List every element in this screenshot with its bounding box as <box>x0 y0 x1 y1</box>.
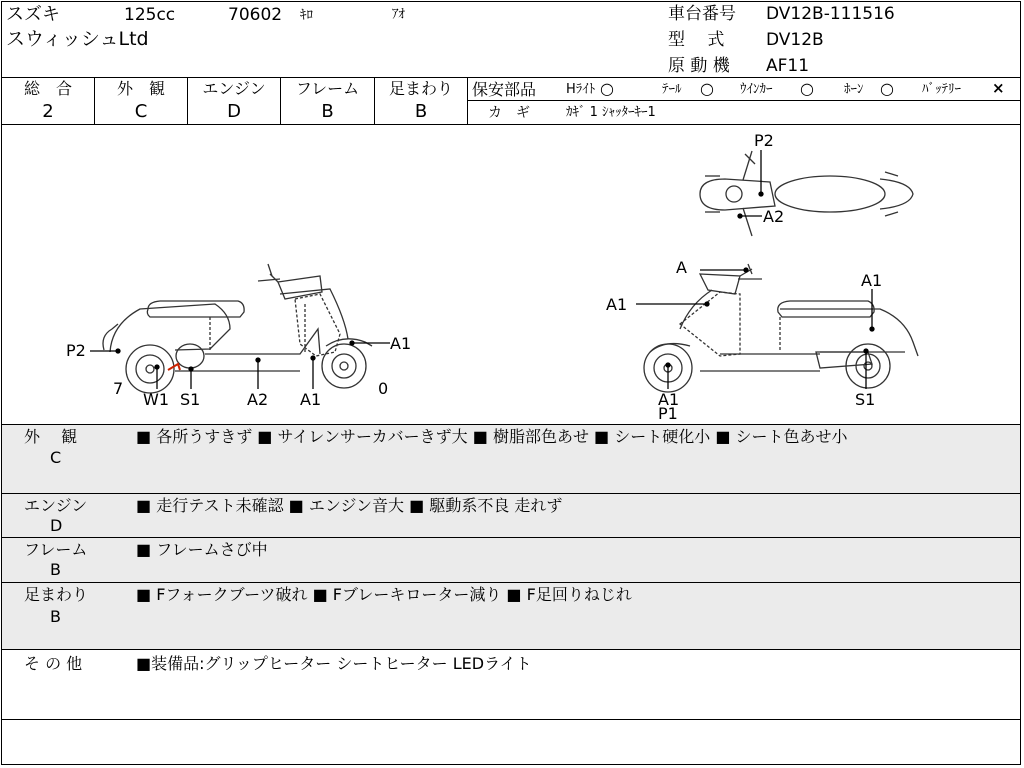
top-view-drawing <box>700 151 913 236</box>
section-title: 足まわり <box>24 585 89 604</box>
divider <box>468 100 1021 101</box>
section-body: ■装備品:グリップヒーター シートヒーター LEDライト <box>136 654 532 673</box>
safety-item-horn: ﾎｰﾝ <box>844 82 864 97</box>
rating-value-frame: B <box>321 101 334 122</box>
safety-mark-headlight: ○ <box>600 79 614 98</box>
section-grade: B <box>50 560 61 579</box>
label-a1-left-bottom: A1 <box>300 390 322 409</box>
displacement: 125cc <box>124 5 176 25</box>
label-s1-right: S1 <box>855 390 876 409</box>
maker: スズキ <box>6 4 60 25</box>
rating-value-suspension: B <box>414 101 428 122</box>
key-value: ｶｷﾞ 1 ｼｬｯﾀｰｷｰ1 <box>566 105 656 120</box>
rating-label-suspension: 足まわり <box>388 79 453 98</box>
section-grade: C <box>50 448 62 467</box>
section-title: そ の 他 <box>24 654 83 673</box>
mileage-unit: ｷﾛ <box>300 8 313 23</box>
engine-value: AF11 <box>766 56 810 76</box>
safety-mark-taillight: ○ <box>700 79 714 98</box>
rating-value-engine: D <box>227 101 241 122</box>
label-s1-left: S1 <box>180 390 201 409</box>
section-title: エンジン <box>24 496 88 515</box>
label-a1-left-front: A1 <box>390 334 412 353</box>
label-a2-top: A2 <box>763 207 785 226</box>
section-grade: B <box>50 607 61 626</box>
rating-label-engine: エンジン <box>202 79 266 98</box>
safety-mark-winker: ○ <box>800 79 814 98</box>
rating-label-overall: 総 合 <box>23 79 72 98</box>
label-a1-right-bottom: A1 <box>658 390 680 409</box>
safety-item-headlight: Hﾗｲﾄ <box>566 82 596 97</box>
section-title: 外 観 <box>24 427 78 446</box>
label-a2-left: A2 <box>247 390 269 409</box>
safety-mark-horn: ○ <box>880 79 894 98</box>
section-body: ■ 走行テスト未確認 ■ エンジン音大 ■ 駆動系不良 走れず <box>136 496 563 515</box>
section-grade: D <box>50 516 63 535</box>
key-label: カ ギ <box>488 105 530 121</box>
safety-item-winker: ｳｲﾝｶｰ <box>740 82 773 97</box>
safety-title: 保安部品 <box>472 80 537 99</box>
safety-item-battery: ﾊﾞｯﾃﾘｰ <box>922 82 961 97</box>
mileage: 70602 <box>228 5 283 25</box>
type-value: DV12B <box>766 30 824 50</box>
label-p1: P1 <box>658 404 678 423</box>
safety-item-taillight: ﾃｰﾙ <box>662 82 682 97</box>
section-title: フレーム <box>24 540 88 559</box>
label-0: 0 <box>378 379 389 398</box>
label-a1-right-top: A1 <box>861 271 883 290</box>
safety-mark-battery: × <box>992 79 1005 97</box>
divider <box>1 77 1021 78</box>
label-p2-top: P2 <box>754 131 774 150</box>
divider <box>1 649 1021 650</box>
rating-value-overall: 2 <box>42 101 54 122</box>
rating-label-frame: フレーム <box>295 79 360 98</box>
model-name: スウィッシュLtd <box>6 28 149 50</box>
label-w1: W1 <box>143 390 169 409</box>
chassis-value: DV12B-111516 <box>766 4 895 24</box>
left-scooter-drawing <box>103 264 372 393</box>
label-a1-right-mid: A1 <box>606 295 628 314</box>
label-a-right: A <box>676 258 687 277</box>
engine-label: 原 動 機 <box>668 56 730 76</box>
divider <box>467 77 468 124</box>
rating-value-exterior: C <box>134 101 148 122</box>
section-body: ■ 各所うすきず ■ サイレンサーカバーきず大 ■ 樹脂部色あせ ■ シート硬化小 ■ シート色あせ小 <box>136 427 848 446</box>
chassis-label: 車台番号 <box>668 4 736 24</box>
left-markers <box>90 341 390 389</box>
divider <box>1 719 1021 720</box>
label-7: 7 <box>113 379 124 398</box>
type-label: 型 式 <box>668 30 725 50</box>
color: ｱｵ <box>392 7 405 22</box>
section-body: ■ Fフォークブーツ破れ ■ Fブレーキローター減り ■ F足回りねじれ <box>136 585 632 604</box>
rating-label-exterior: 外 観 <box>116 79 165 98</box>
label-p2-left: P2 <box>66 341 86 360</box>
section-body: ■ フレームさび中 <box>136 540 268 559</box>
